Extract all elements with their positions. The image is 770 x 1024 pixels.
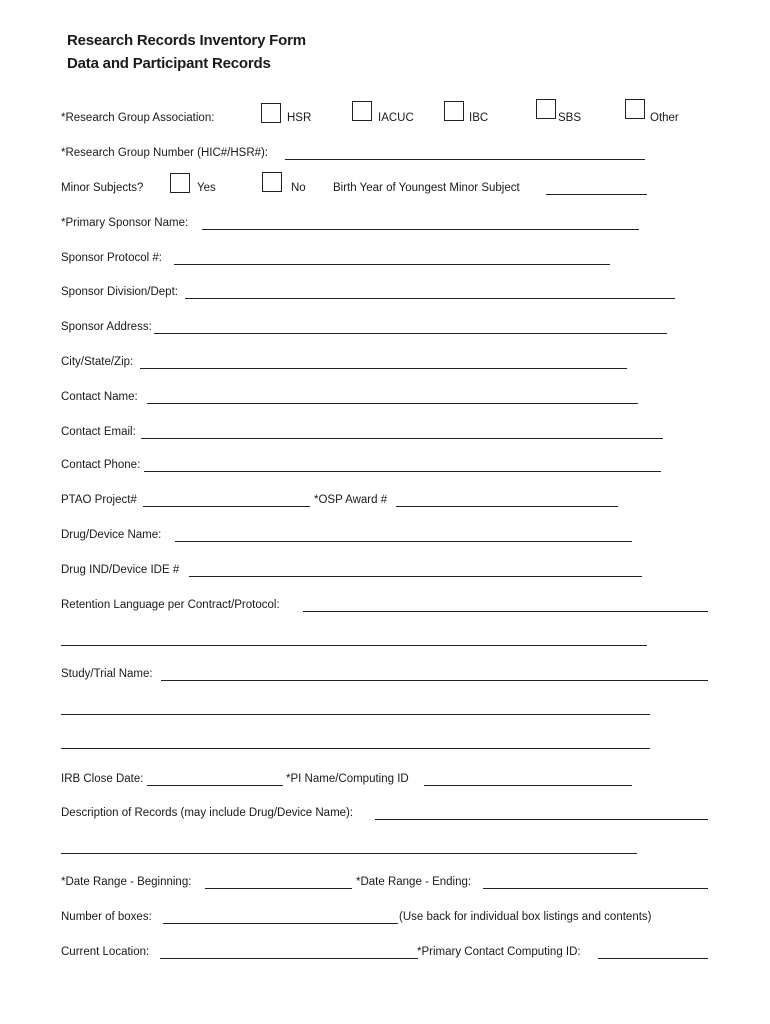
form-title: Research Records Inventory Form: [67, 32, 306, 49]
minor-yes-checkbox[interactable]: [170, 173, 190, 193]
location-contact-row: [61, 944, 711, 964]
irb-close-label: IRB Close Date:: [61, 773, 144, 785]
retention-label: Retention Language per Contract/Protocol:: [61, 599, 280, 611]
group-number-label: *Research Group Number (HIC#/HSR#):: [61, 147, 269, 159]
sbs-checkbox[interactable]: [536, 99, 556, 119]
minor-no-checkbox[interactable]: [262, 172, 282, 192]
drug-ind-input-line[interactable]: [189, 576, 642, 577]
num-boxes-label: Number of boxes:: [61, 911, 152, 923]
contact-phone-row: [61, 457, 666, 477]
date-range-row: [61, 874, 711, 894]
contact-phone-input-line[interactable]: [144, 471, 661, 472]
drug-device-name-row: [61, 527, 636, 547]
sponsor-address-label: Sponsor Address:: [61, 321, 152, 333]
city-state-zip-label: City/State/Zip:: [61, 356, 134, 368]
other-option-label: Other: [650, 112, 679, 124]
sponsor-address-input-line[interactable]: [154, 333, 667, 334]
ibc-checkbox[interactable]: [444, 101, 464, 121]
sbs-option-label: SBS: [558, 112, 582, 124]
sponsor-division-input-line[interactable]: [185, 298, 675, 299]
study-trial-continuation-line-1[interactable]: [61, 714, 650, 715]
contact-name-row: [61, 389, 641, 409]
minor-yes-label: Yes: [197, 182, 216, 194]
date-end-label: *Date Range - Ending:: [356, 876, 472, 888]
drug-ind-label: Drug IND/Device IDE #: [61, 564, 180, 576]
date-end-input-line[interactable]: [483, 888, 708, 889]
form-subtitle: Data and Participant Records: [67, 55, 271, 72]
ptao-osp-row: [61, 492, 621, 512]
study-trial-continuation-line-2[interactable]: [61, 748, 650, 749]
primary-sponsor-row: [61, 215, 661, 235]
boxes-note: (Use back for individual box listings and contents): [399, 911, 652, 923]
retention-row: [61, 597, 711, 617]
description-row: [61, 805, 711, 825]
contact-email-label: Contact Email:: [61, 426, 136, 438]
primary-contact-input-line[interactable]: [598, 958, 708, 959]
contact-name-label: Contact Name:: [61, 391, 138, 403]
date-begin-label: *Date Range - Beginning:: [61, 876, 192, 888]
num-boxes-row: [61, 909, 711, 929]
sponsor-address-row: [61, 319, 671, 339]
hsr-checkbox[interactable]: [261, 103, 281, 123]
study-trial-row: [61, 666, 711, 686]
contact-name-input-line[interactable]: [147, 403, 638, 404]
study-trial-input-line[interactable]: [161, 680, 708, 681]
ibc-option-label: IBC: [469, 112, 489, 124]
primary-sponsor-input-line[interactable]: [202, 229, 639, 230]
association-label: *Research Group Association:: [61, 112, 215, 124]
contact-phone-label: Contact Phone:: [61, 459, 141, 471]
minor-no-label: No: [291, 182, 306, 194]
iacuc-option-label: IACUC: [378, 112, 414, 124]
pi-name-input-line[interactable]: [424, 785, 632, 786]
pi-name-label: *PI Name/Computing ID: [286, 773, 409, 785]
minor-subjects-label: Minor Subjects?: [61, 182, 144, 194]
iacuc-checkbox[interactable]: [352, 101, 372, 121]
ptao-label: PTAO Project#: [61, 494, 137, 506]
retention-continuation-line[interactable]: [61, 645, 647, 646]
contact-email-row: [61, 424, 666, 444]
irb-close-input-line[interactable]: [147, 785, 283, 786]
description-input-line[interactable]: [375, 819, 708, 820]
osp-label: *OSP Award #: [314, 494, 388, 506]
contact-email-input-line[interactable]: [141, 438, 663, 439]
sponsor-protocol-row: [61, 250, 661, 270]
study-trial-label: Study/Trial Name:: [61, 668, 153, 680]
osp-input-line[interactable]: [396, 506, 618, 507]
sponsor-protocol-input-line[interactable]: [174, 264, 610, 265]
ptao-input-line[interactable]: [143, 506, 310, 507]
current-location-label: Current Location:: [61, 946, 150, 958]
sponsor-division-label: Sponsor Division/Dept:: [61, 286, 178, 298]
retention-input-line[interactable]: [303, 611, 708, 612]
drug-ind-row: [61, 562, 646, 582]
description-label: Description of Records (may include Drug/Device Name):: [61, 807, 354, 819]
primary-sponsor-label: *Primary Sponsor Name:: [61, 217, 189, 229]
group-number-input-line[interactable]: [285, 159, 645, 160]
sponsor-division-row: [61, 284, 681, 304]
birth-year-label: Birth Year of Youngest Minor Subject: [333, 182, 520, 194]
hsr-option-label: HSR: [287, 112, 312, 124]
primary-contact-label: *Primary Contact Computing ID:: [417, 946, 581, 958]
sponsor-protocol-label: Sponsor Protocol #:: [61, 252, 163, 264]
num-boxes-input-line[interactable]: [163, 923, 398, 924]
birth-year-input-line[interactable]: [546, 194, 647, 195]
drug-device-name-label: Drug/Device Name:: [61, 529, 162, 541]
drug-device-name-input-line[interactable]: [175, 541, 632, 542]
group-number-row: [61, 145, 661, 165]
description-continuation-line[interactable]: [61, 853, 637, 854]
city-state-zip-input-line[interactable]: [140, 368, 627, 369]
current-location-input-line[interactable]: [160, 958, 418, 959]
city-state-zip-row: [61, 354, 631, 374]
irb-pi-row: [61, 771, 636, 791]
other-checkbox[interactable]: [625, 99, 645, 119]
date-begin-input-line[interactable]: [205, 888, 352, 889]
